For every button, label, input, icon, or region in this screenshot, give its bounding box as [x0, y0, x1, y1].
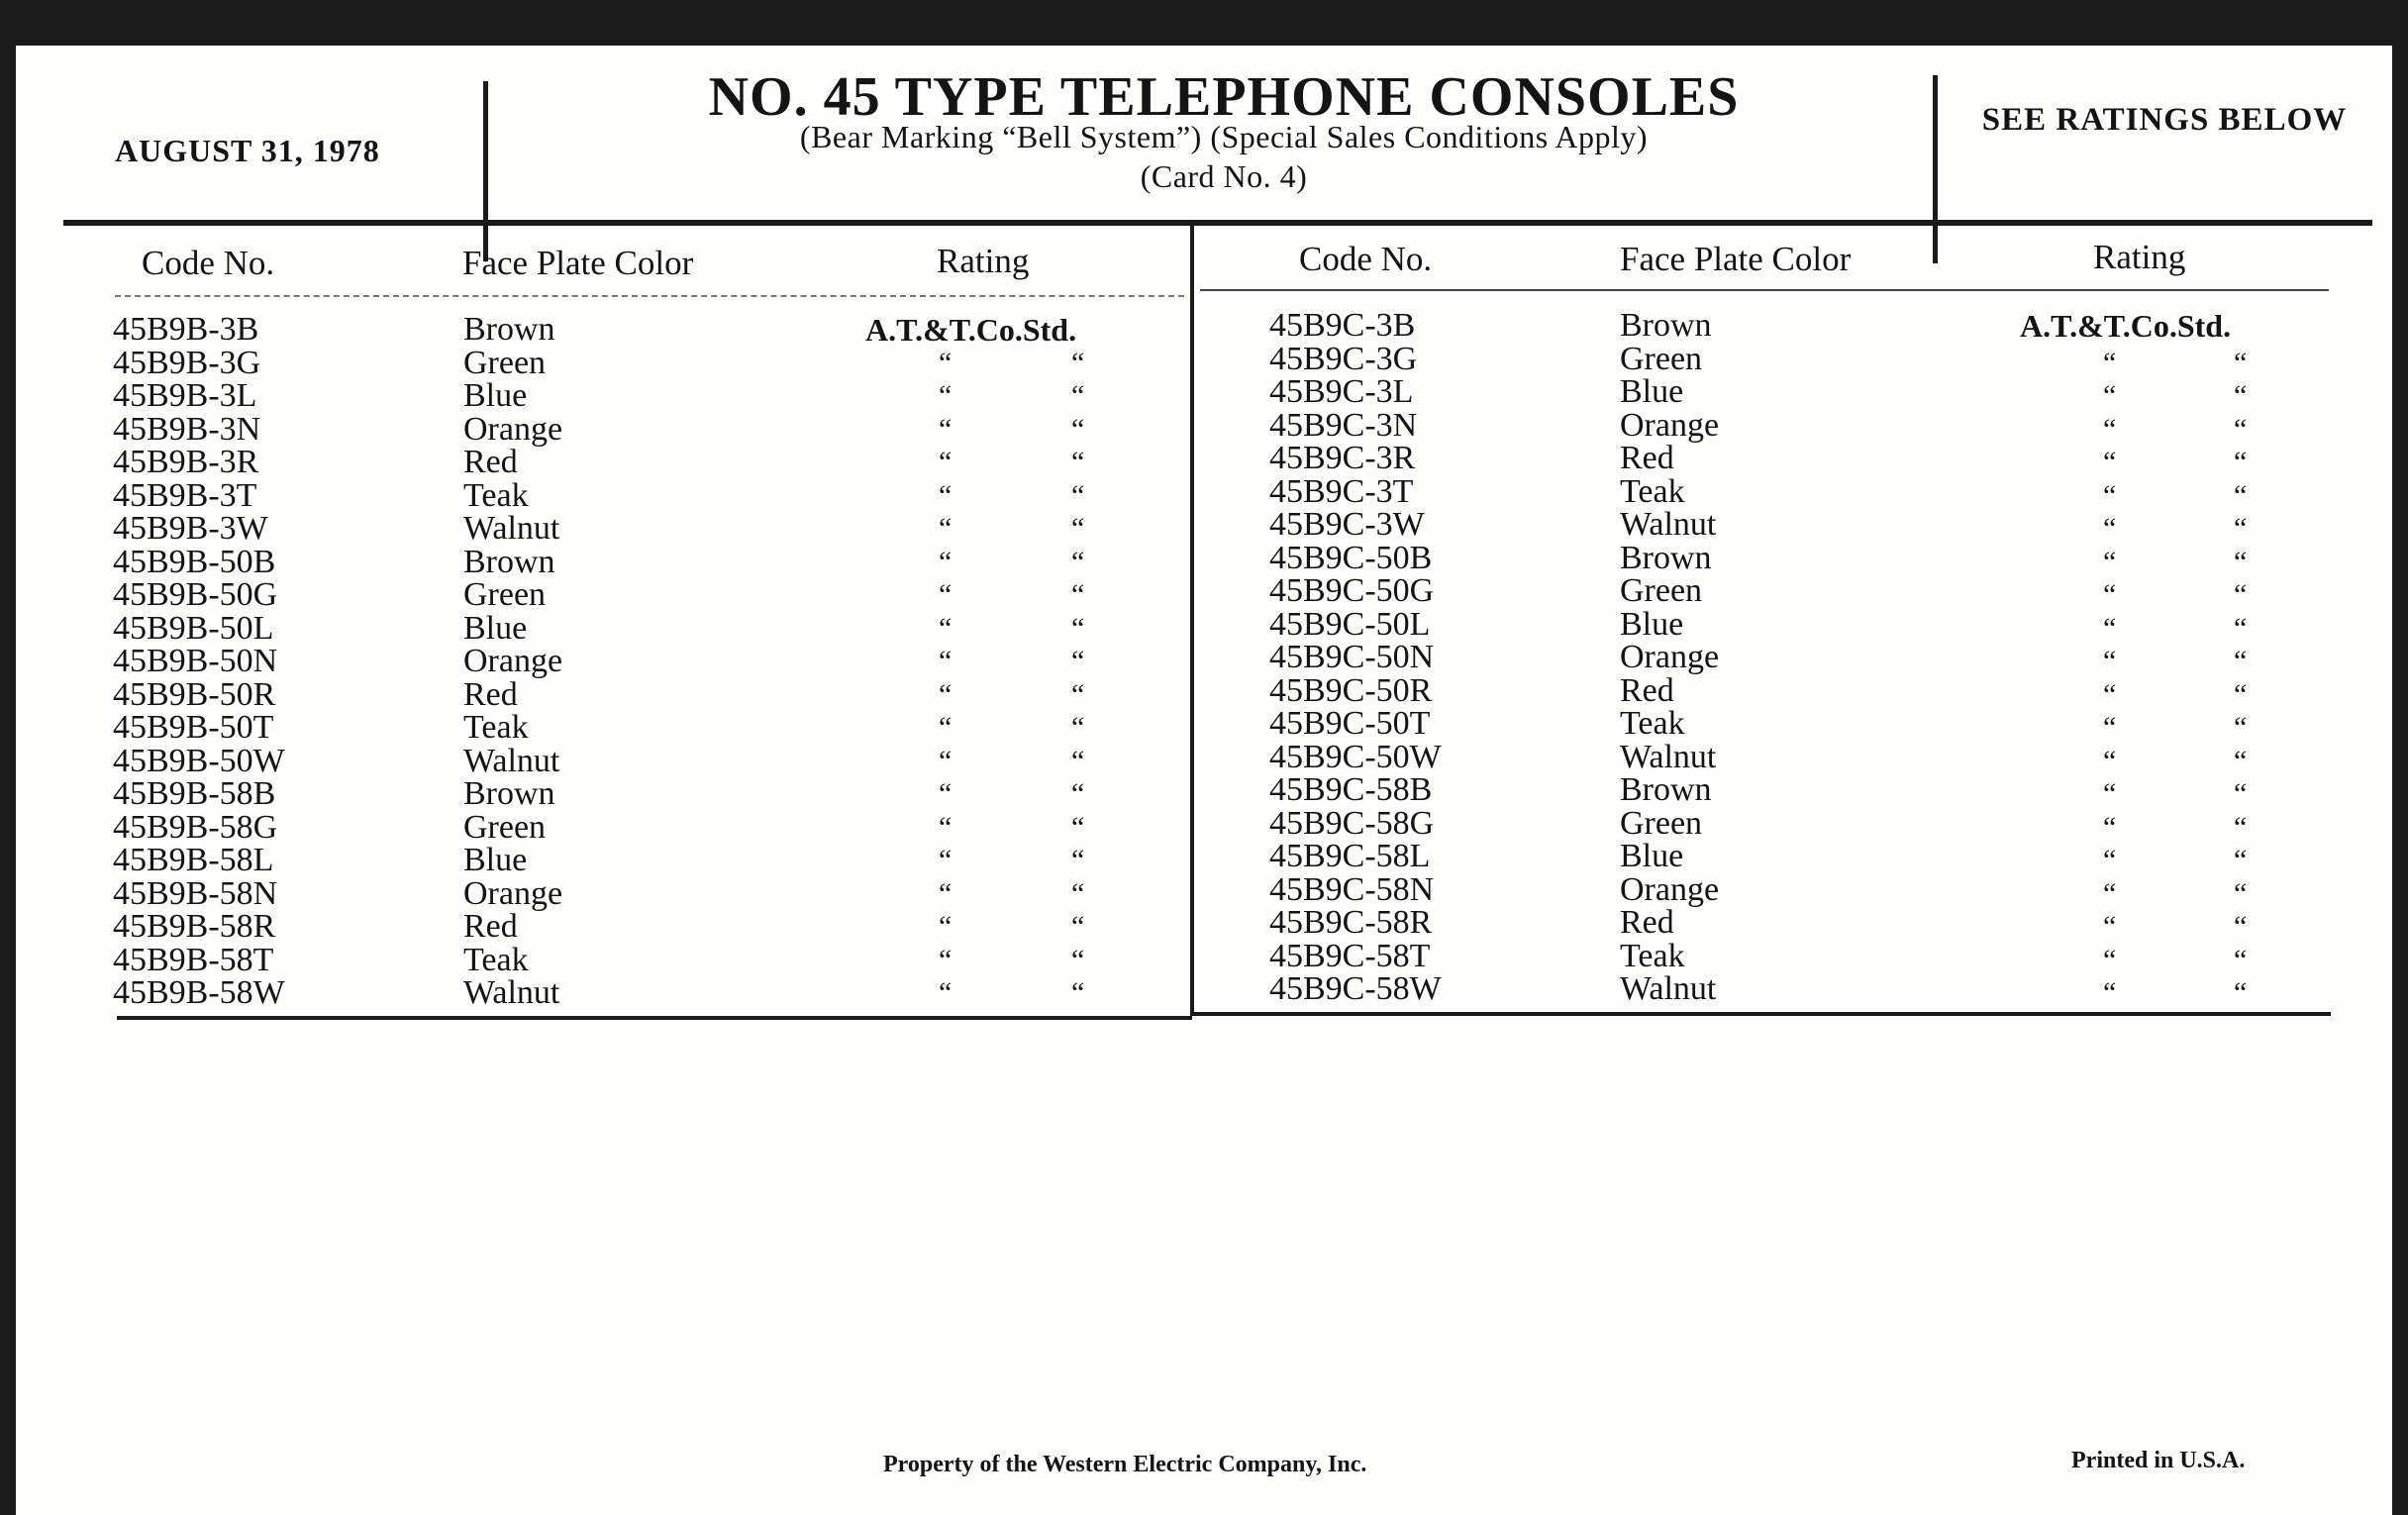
color-cell: Walnut	[1620, 506, 1717, 543]
code-cell: 45B9C-3G	[1269, 340, 1418, 377]
rating-ditto-mark: “	[1071, 478, 1085, 512]
rating-ditto-mark: “	[2234, 346, 2248, 379]
code-cell: 45B9C-58T	[1269, 937, 1431, 974]
rating-ditto-mark: “	[2103, 976, 2117, 1009]
color-cell: Orange	[463, 643, 563, 679]
code-cell: 45B9B-50W	[113, 742, 285, 779]
rating-ditto-mark: “	[939, 744, 953, 777]
color-cell: Teak	[463, 476, 529, 514]
color-cell: Walnut	[463, 510, 560, 547]
code-cell: 45B9B-58W	[113, 974, 285, 1011]
right-header-rating: Rating	[2093, 238, 2186, 276]
rating-ditto-mark: “	[2103, 910, 2117, 943]
rating-ditto-mark: “	[1071, 346, 1085, 379]
rating-cell: A.T.&T.Co.Std.	[865, 312, 1077, 348]
rating-ditto-mark: “	[939, 346, 953, 379]
rating-ditto-mark: “	[1071, 876, 1085, 910]
rating-ditto-mark: “	[2103, 545, 2117, 578]
code-cell: 45B9C-58W	[1269, 970, 1442, 1007]
rating-ditto-mark: “	[939, 578, 953, 611]
rating-ditto-mark: “	[1071, 545, 1085, 578]
color-cell: Green	[1620, 340, 1703, 377]
left-header-code: Code No.	[142, 244, 275, 282]
color-cell: Walnut	[463, 742, 560, 779]
code-cell: 45B9C-58G	[1269, 804, 1435, 842]
rating-ditto-mark: “	[2103, 810, 2117, 844]
footer-property: Property of the Western Electric Company, Inc.	[883, 1452, 1367, 1477]
color-cell: Teak	[463, 941, 529, 978]
rating-ditto-mark: “	[1071, 976, 1085, 1009]
color-cell: Brown	[1620, 539, 1712, 576]
color-cell: Red	[463, 675, 518, 713]
code-cell: 45B9B-58T	[113, 941, 274, 978]
rating-ditto-mark: “	[2103, 744, 2117, 777]
card-number: (Card No. 4)	[1140, 158, 1308, 194]
color-cell: Orange	[1620, 639, 1720, 675]
rating-ditto-mark: “	[939, 446, 953, 478]
code-cell: 45B9C-3B	[1269, 307, 1416, 344]
color-cell: Blue	[1620, 605, 1684, 643]
color-cell: Orange	[1620, 406, 1720, 444]
rating-ditto-mark: “	[2234, 744, 2248, 777]
rating-ditto-mark: “	[2234, 810, 2248, 844]
rating-ditto-mark: “	[1071, 677, 1085, 711]
rating-ditto-mark: “	[2103, 478, 2117, 512]
color-cell: Brown	[463, 311, 555, 348]
rating-ditto-mark: “	[1071, 810, 1085, 844]
code-cell: 45B9C-50W	[1269, 738, 1442, 775]
rating-ditto-mark: “	[939, 844, 953, 876]
rating-ditto-mark: “	[2103, 777, 2117, 810]
card-subtitle: (Bear Marking “Bell System”) (Special Sales Conditions Apply)	[799, 119, 1649, 154]
color-cell: Teak	[1620, 705, 1685, 742]
code-cell: 45B9C-50R	[1269, 671, 1433, 709]
card-date: AUGUST 31, 1978	[115, 133, 380, 168]
rating-ditto-mark: “	[2234, 844, 2248, 876]
rating-ditto-mark: “	[2234, 976, 2248, 1009]
catalog-card	[16, 46, 2392, 1515]
color-cell: Walnut	[463, 974, 560, 1011]
code-cell: 45B9B-50L	[113, 609, 274, 647]
color-cell: Teak	[463, 709, 529, 746]
rating-ditto-mark: “	[939, 677, 953, 711]
color-cell: Walnut	[1620, 738, 1717, 775]
rating-ditto-mark: “	[2103, 943, 2117, 976]
color-cell: Red	[463, 908, 518, 945]
left-header-color: Face Plate Color	[462, 244, 694, 282]
code-cell: 45B9C-58B	[1269, 771, 1433, 808]
rating-ditto-mark: “	[1071, 412, 1085, 446]
color-cell: Brown	[1620, 307, 1712, 344]
header-divider-right	[1933, 75, 1938, 263]
code-cell: 45B9C-3N	[1269, 406, 1418, 444]
color-cell: Blue	[463, 842, 528, 878]
rating-ditto-mark: “	[2234, 910, 2248, 943]
right-header-color: Face Plate Color	[1620, 240, 1852, 278]
left-table-bottom-rule	[117, 1016, 1192, 1020]
code-cell: 45B9C-50G	[1269, 572, 1435, 609]
code-cell: 45B9C-3R	[1269, 440, 1416, 476]
rating-ditto-mark: “	[2234, 446, 2248, 478]
color-cell: Teak	[1620, 472, 1685, 510]
color-cell: Blue	[1620, 838, 1684, 874]
rating-ditto-mark: “	[1071, 777, 1085, 810]
rating-ditto-mark: “	[1071, 645, 1085, 677]
rating-ditto-mark: “	[1071, 844, 1085, 876]
color-cell: Orange	[1620, 870, 1720, 908]
rating-ditto-mark: “	[1071, 611, 1085, 645]
color-cell: Teak	[1620, 937, 1685, 974]
rating-ditto-mark: “	[1071, 446, 1085, 478]
code-cell: 45B9B-50T	[113, 709, 274, 746]
code-cell: 45B9B-58B	[113, 775, 276, 812]
rating-ditto-mark: “	[2234, 777, 2248, 810]
rating-ditto-mark: “	[1071, 578, 1085, 611]
color-cell: Red	[1620, 671, 1674, 709]
header-bottom-rule	[63, 220, 2372, 226]
code-cell: 45B9C-50N	[1269, 639, 1435, 675]
rating-ditto-mark: “	[2103, 446, 2117, 478]
rating-ditto-mark: “	[939, 478, 953, 512]
rating-ditto-mark: “	[2103, 711, 2117, 744]
rating-ditto-mark: “	[2234, 545, 2248, 578]
color-cell: Brown	[1620, 771, 1712, 808]
code-cell: 45B9B-58G	[113, 808, 278, 846]
code-cell: 45B9B-58R	[113, 908, 276, 945]
see-ratings-note: SEE RATINGS BELOW	[1981, 102, 2348, 138]
rating-ditto-mark: “	[2234, 412, 2248, 446]
color-cell: Brown	[463, 543, 555, 580]
code-cell: 45B9C-3L	[1269, 373, 1414, 410]
rating-ditto-mark: “	[2234, 379, 2248, 412]
rating-ditto-mark: “	[1071, 512, 1085, 545]
rating-ditto-mark: “	[2103, 512, 2117, 545]
rating-ditto-mark: “	[939, 876, 953, 910]
rating-ditto-mark: “	[939, 711, 953, 744]
color-cell: Red	[1620, 904, 1674, 941]
code-cell: 45B9C-58R	[1269, 904, 1433, 941]
code-cell: 45B9C-50L	[1269, 605, 1431, 643]
rating-ditto-mark: “	[2234, 478, 2248, 512]
rating-ditto-mark: “	[2103, 876, 2117, 910]
code-cell: 45B9C-58N	[1269, 870, 1435, 908]
table-center-divider	[1190, 226, 1194, 1016]
code-cell: 45B9B-3T	[113, 476, 257, 514]
code-cell: 45B9B-3L	[113, 377, 257, 414]
rating-ditto-mark: “	[939, 412, 953, 446]
rating-ditto-mark: “	[2234, 578, 2248, 611]
rating-ditto-mark: “	[2234, 512, 2248, 545]
rating-ditto-mark: “	[939, 777, 953, 810]
color-cell: Blue	[463, 377, 528, 414]
rating-ditto-mark: “	[2234, 677, 2248, 711]
rating-ditto-mark: “	[2103, 611, 2117, 645]
code-cell: 45B9B-50B	[113, 543, 276, 580]
card-title: NO. 45 TYPE TELEPHONE CONSOLES	[708, 66, 1740, 128]
color-cell: Blue	[1620, 373, 1684, 410]
code-cell: 45B9C-3T	[1269, 472, 1414, 510]
rating-ditto-mark: “	[939, 645, 953, 677]
rating-ditto-mark: “	[1071, 711, 1085, 744]
code-cell: 45B9B-3G	[113, 344, 261, 381]
left-header-rating: Rating	[937, 242, 1030, 280]
rating-ditto-mark: “	[2234, 611, 2248, 645]
code-cell: 45B9C-3W	[1269, 506, 1425, 543]
color-cell: Green	[1620, 572, 1703, 609]
rating-ditto-mark: “	[939, 976, 953, 1009]
rating-ditto-mark: “	[2103, 346, 2117, 379]
code-cell: 45B9C-58L	[1269, 838, 1431, 874]
rating-ditto-mark: “	[2103, 379, 2117, 412]
code-cell: 45B9B-50N	[113, 643, 278, 679]
color-cell: Green	[463, 808, 547, 846]
color-cell: Green	[463, 344, 547, 381]
left-header-underline	[115, 295, 1184, 297]
rating-ditto-mark: “	[1071, 744, 1085, 777]
right-header-code: Code No.	[1299, 240, 1433, 278]
color-cell: Green	[1620, 804, 1703, 842]
rating-ditto-mark: “	[1071, 910, 1085, 943]
rating-ditto-mark: “	[2234, 711, 2248, 744]
color-cell: Brown	[463, 775, 555, 812]
header-divider-left	[483, 81, 488, 261]
rating-ditto-mark: “	[939, 611, 953, 645]
rating-ditto-mark: “	[939, 512, 953, 545]
rating-ditto-mark: “	[2234, 943, 2248, 976]
rating-ditto-mark: “	[1071, 379, 1085, 412]
rating-ditto-mark: “	[1071, 943, 1085, 976]
code-cell: 45B9B-3N	[113, 410, 261, 448]
rating-ditto-mark: “	[939, 810, 953, 844]
rating-ditto-mark: “	[2234, 876, 2248, 910]
rating-ditto-mark: “	[939, 545, 953, 578]
right-table-bottom-rule	[1192, 1012, 2331, 1016]
color-cell: Green	[463, 576, 547, 613]
code-cell: 45B9B-50G	[113, 576, 278, 613]
rating-ditto-mark: “	[2103, 645, 2117, 677]
right-header-underline	[1200, 289, 2329, 291]
rating-ditto-mark: “	[2103, 844, 2117, 876]
code-cell: 45B9C-50B	[1269, 539, 1433, 576]
rating-ditto-mark: “	[2103, 578, 2117, 611]
color-cell: Orange	[463, 874, 563, 912]
rating-ditto-mark: “	[939, 910, 953, 943]
code-cell: 45B9B-58L	[113, 842, 274, 878]
rating-ditto-mark: “	[2103, 677, 2117, 711]
code-cell: 45B9B-3W	[113, 510, 268, 547]
rating-ditto-mark: “	[939, 943, 953, 976]
rating-ditto-mark: “	[2103, 412, 2117, 446]
footer-printed: Printed in U.S.A.	[2071, 1448, 2246, 1473]
code-cell: 45B9B-3B	[113, 311, 259, 348]
color-cell: Orange	[463, 410, 563, 448]
code-cell: 45B9B-50R	[113, 675, 276, 713]
rating-ditto-mark: “	[939, 379, 953, 412]
rating-ditto-mark: “	[2234, 645, 2248, 677]
code-cell: 45B9C-50T	[1269, 705, 1431, 742]
rating-cell: A.T.&T.Co.Std.	[2020, 308, 2232, 344]
color-cell: Red	[1620, 440, 1674, 476]
code-cell: 45B9B-58N	[113, 874, 278, 912]
color-cell: Walnut	[1620, 970, 1717, 1007]
color-cell: Blue	[463, 609, 528, 647]
color-cell: Red	[463, 444, 518, 480]
code-cell: 45B9B-3R	[113, 444, 259, 480]
